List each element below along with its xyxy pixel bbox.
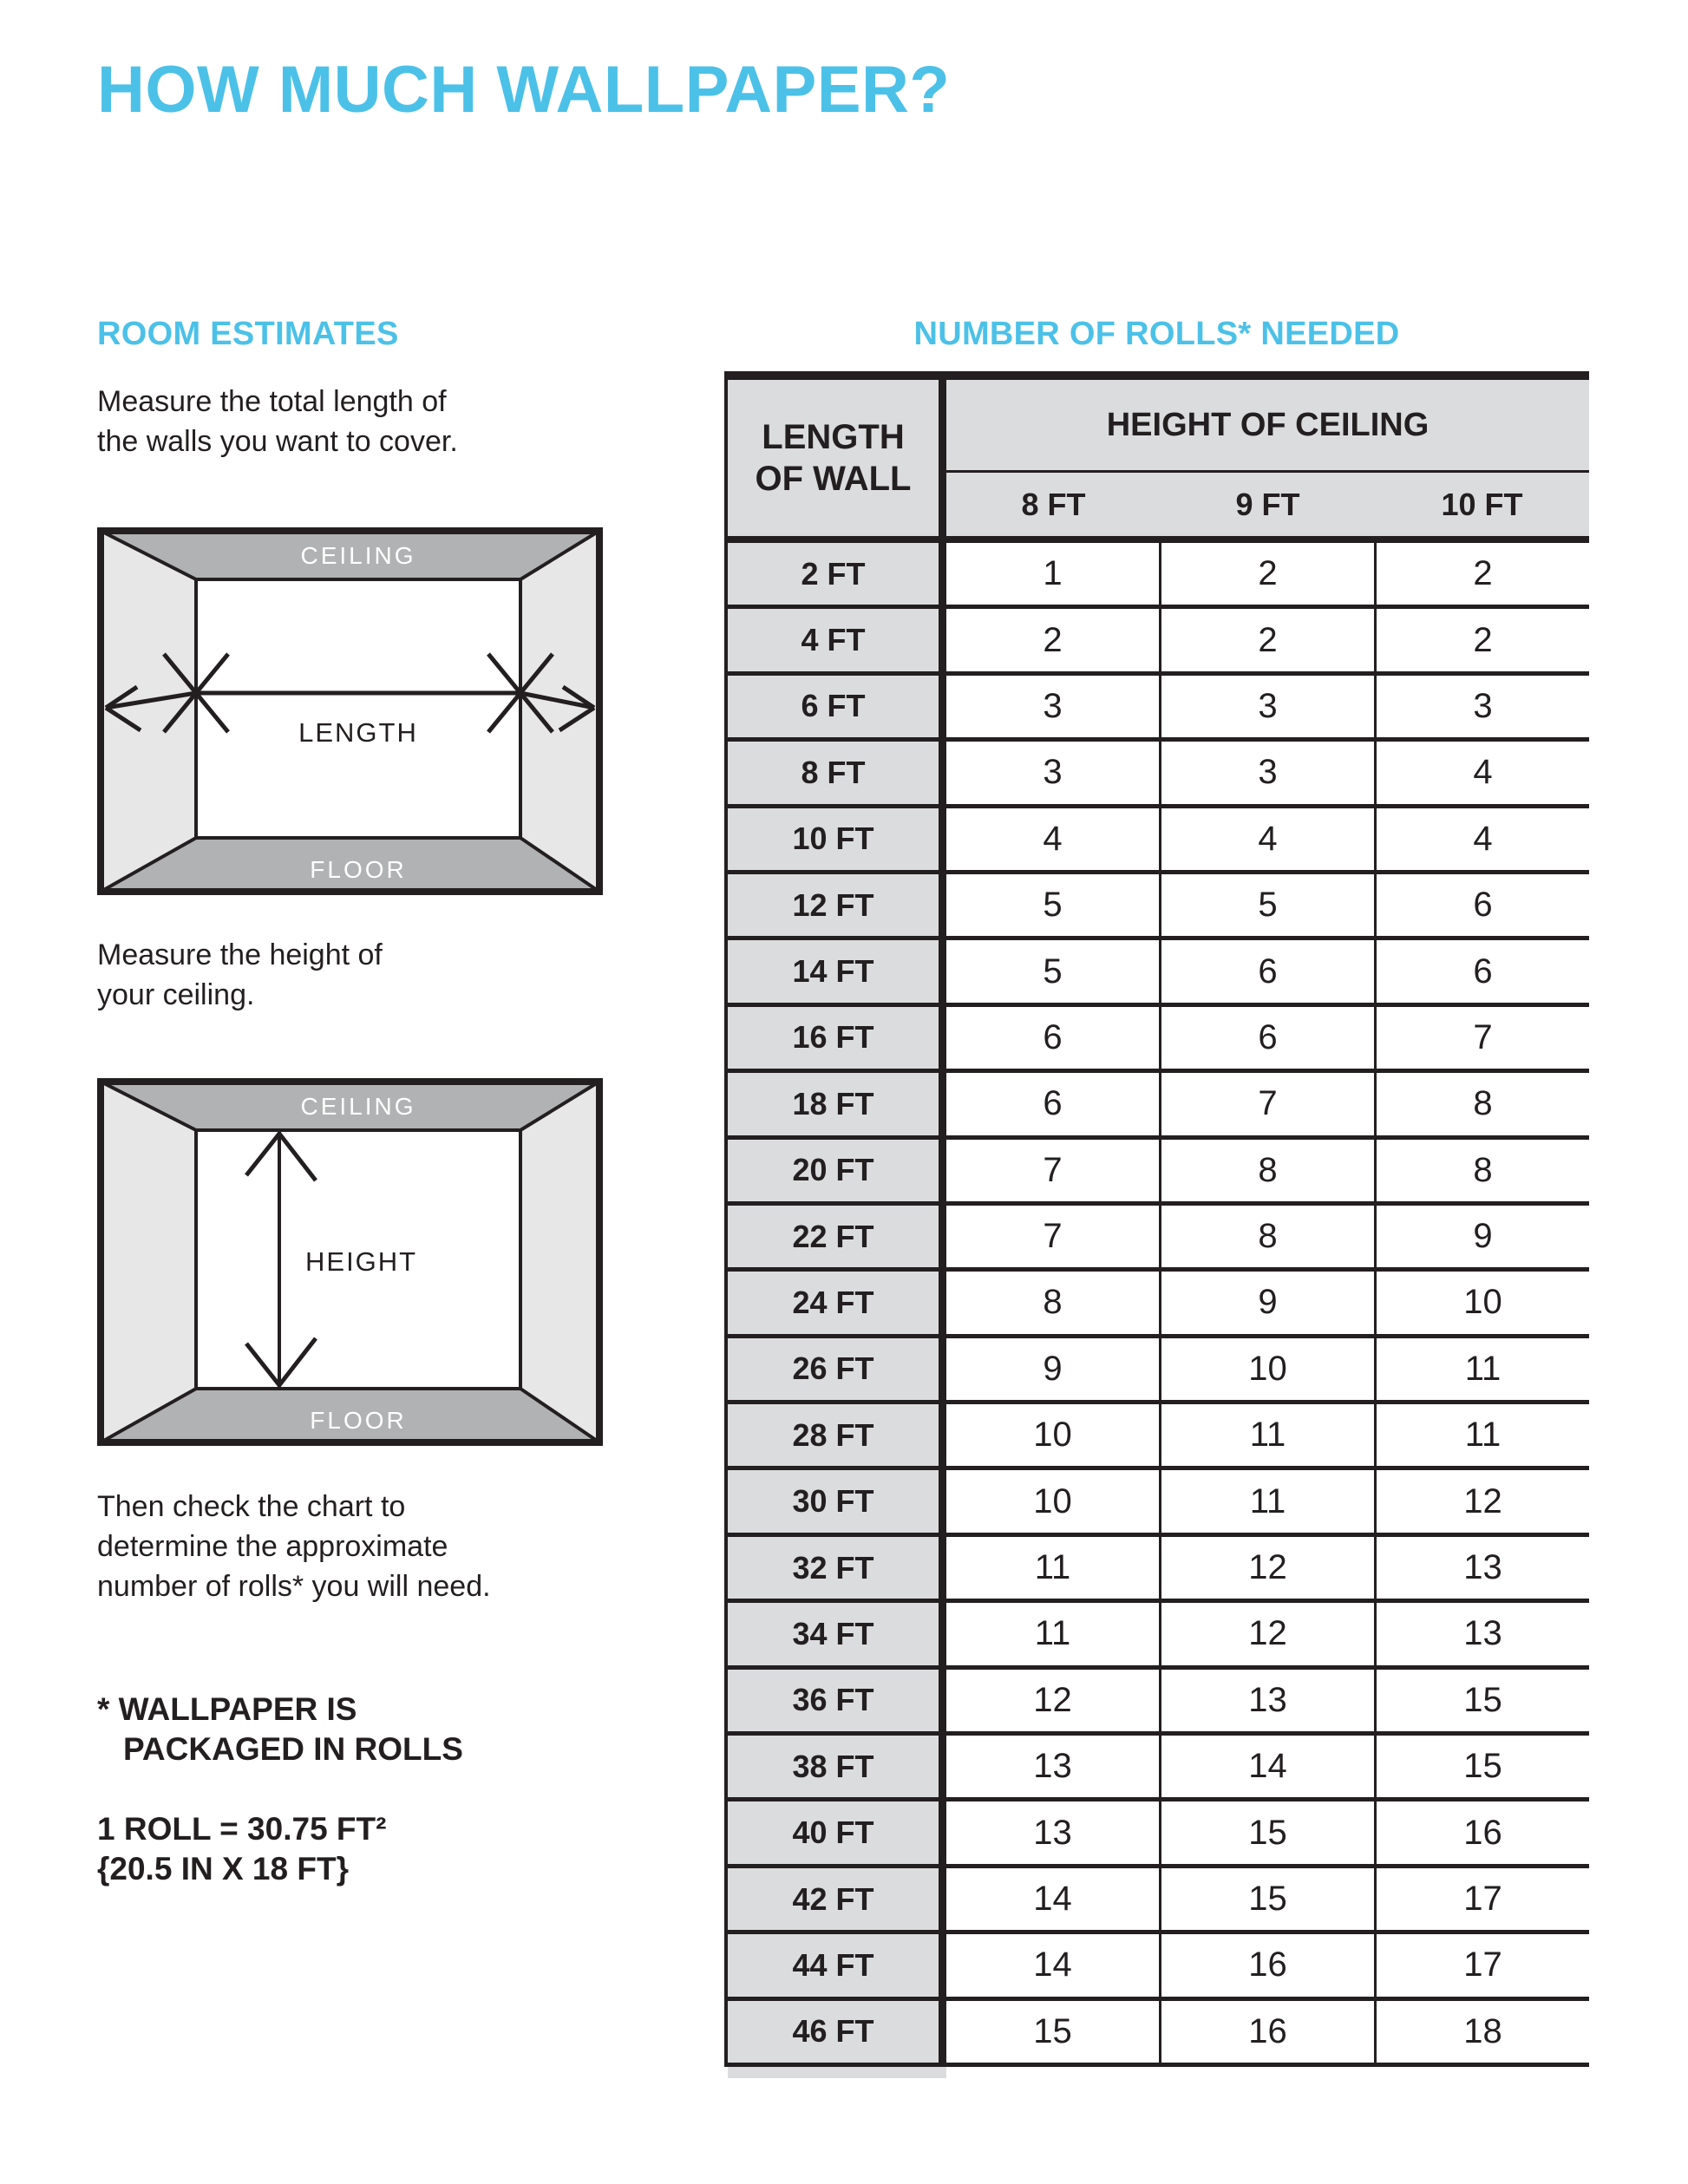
cell-9ft: 16 — [1161, 1934, 1377, 1996]
col-header-8ft: 8 FT — [1021, 486, 1086, 522]
cell-9ft: 7 — [1161, 1073, 1377, 1135]
cell-10ft: 2 — [1377, 609, 1589, 670]
table-row — [728, 874, 1589, 940]
cell-9ft: 16 — [1161, 2001, 1377, 2063]
cell-8ft: 11 — [946, 1603, 1161, 1664]
instruction-line: the walls you want to cover. — [97, 425, 458, 458]
table-row — [728, 1404, 1589, 1470]
cell-9ft: 12 — [1161, 1603, 1377, 1664]
cell-10ft: 6 — [1377, 940, 1589, 1002]
row-label: 18 FT — [728, 1073, 946, 1135]
table-row — [728, 1206, 1589, 1272]
instruction-line: Then check the chart to — [97, 1490, 406, 1523]
instruction-measure-length — [97, 382, 458, 461]
cell-8ft: 4 — [946, 808, 1161, 870]
cell-10ft: 17 — [1377, 1934, 1589, 1996]
cell-10ft: 13 — [1377, 1603, 1589, 1664]
cell-8ft: 1 — [946, 543, 1161, 605]
table-row — [728, 2001, 1589, 2067]
cell-8ft: 5 — [946, 874, 1161, 936]
row-header-line: LENGTH — [762, 418, 905, 456]
row-header-title — [728, 380, 946, 536]
table-row — [728, 940, 1589, 1006]
cell-8ft: 11 — [946, 1537, 1161, 1599]
row-label: 8 FT — [728, 742, 946, 803]
cell-8ft: 10 — [946, 1404, 1161, 1466]
table-row — [728, 1670, 1589, 1736]
cell-9ft: 6 — [1161, 940, 1377, 1002]
table-row — [728, 1868, 1589, 1934]
cell-9ft: 9 — [1161, 1272, 1377, 1333]
col-header-9ft: 9 FT — [1235, 486, 1300, 522]
row-label: 24 FT — [728, 1272, 946, 1333]
row-label: 2 FT — [728, 543, 946, 605]
cell-10ft: 10 — [1377, 1272, 1589, 1333]
cell-8ft: 12 — [946, 1670, 1161, 1731]
row-label: 14 FT — [728, 940, 946, 1002]
cell-10ft: 16 — [1377, 1801, 1589, 1863]
cell-8ft: 10 — [946, 1470, 1161, 1532]
room-walls — [97, 527, 603, 895]
cell-8ft: 9 — [946, 1338, 1161, 1400]
instruction-line: determine the approximate — [97, 1530, 448, 1563]
table-row — [728, 1603, 1589, 1669]
cell-8ft: 14 — [946, 1868, 1161, 1930]
floor-label: FLOOR — [310, 1407, 407, 1434]
table-row — [728, 543, 1589, 609]
footnote-line: * WALLPAPER IS — [97, 1691, 357, 1727]
instruction-line: number of rolls* you will need. — [97, 1570, 491, 1603]
cell-10ft: 8 — [1377, 1140, 1589, 1201]
cell-10ft: 13 — [1377, 1537, 1589, 1599]
cell-8ft: 3 — [946, 676, 1161, 737]
cell-9ft: 6 — [1161, 1007, 1377, 1069]
row-label: 12 FT — [728, 874, 946, 936]
rolls-needed-table — [724, 371, 1589, 2078]
cell-10ft: 4 — [1377, 742, 1589, 803]
row-label: 28 FT — [728, 1404, 946, 1466]
cell-10ft: 18 — [1377, 2001, 1589, 2063]
table-bottom-tab — [728, 2067, 946, 2078]
cell-10ft: 15 — [1377, 1736, 1589, 1797]
row-label: 46 FT — [728, 2001, 946, 2063]
cell-8ft: 15 — [946, 2001, 1161, 2063]
column-header-area — [946, 380, 1589, 536]
table-row — [728, 1140, 1589, 1206]
cell-9ft: 2 — [1161, 609, 1377, 670]
table-row — [728, 1338, 1589, 1404]
cell-8ft: 2 — [946, 609, 1161, 670]
cell-9ft: 3 — [1161, 676, 1377, 737]
roll-info-line: {20.5 IN X 18 FT} — [97, 1851, 349, 1886]
room-length-diagram — [97, 527, 603, 895]
table-row — [728, 808, 1589, 874]
table-row — [728, 676, 1589, 742]
row-label: 16 FT — [728, 1007, 946, 1069]
cell-10ft: 12 — [1377, 1470, 1589, 1532]
instruction-line: your ceiling. — [97, 978, 255, 1011]
cell-10ft: 4 — [1377, 808, 1589, 870]
cell-9ft: 12 — [1161, 1537, 1377, 1599]
cell-9ft: 11 — [1161, 1470, 1377, 1532]
cell-10ft: 8 — [1377, 1073, 1589, 1135]
table-row — [728, 1007, 1589, 1073]
cell-8ft: 7 — [946, 1140, 1161, 1201]
table-row — [728, 1537, 1589, 1603]
cell-9ft: 11 — [1161, 1404, 1377, 1466]
cell-8ft: 6 — [946, 1073, 1161, 1135]
cell-8ft: 6 — [946, 1007, 1161, 1069]
cell-10ft: 11 — [1377, 1404, 1589, 1466]
ceiling-label: CEILING — [300, 542, 416, 569]
table-row — [728, 1801, 1589, 1867]
cell-8ft: 3 — [946, 742, 1161, 803]
cell-9ft: 15 — [1161, 1801, 1377, 1863]
floor-label: FLOOR — [310, 856, 407, 883]
table-top-bar — [724, 371, 1589, 380]
cell-8ft: 8 — [946, 1272, 1161, 1333]
row-label: 26 FT — [728, 1338, 946, 1400]
table-row — [728, 1272, 1589, 1337]
instruction-line: Measure the total length of — [97, 385, 447, 418]
cell-10ft: 6 — [1377, 874, 1589, 936]
table-header — [728, 380, 1589, 543]
row-label: 34 FT — [728, 1603, 946, 1664]
row-label: 6 FT — [728, 676, 946, 737]
cell-10ft: 9 — [1377, 1206, 1589, 1267]
row-label: 44 FT — [728, 1934, 946, 1996]
cell-9ft: 8 — [1161, 1206, 1377, 1267]
table-row — [728, 1470, 1589, 1536]
row-label: 36 FT — [728, 1670, 946, 1731]
cell-9ft: 3 — [1161, 742, 1377, 803]
cell-10ft: 3 — [1377, 676, 1589, 737]
cell-8ft: 13 — [946, 1736, 1161, 1797]
cell-9ft: 13 — [1161, 1670, 1377, 1731]
room-height-diagram — [97, 1078, 603, 1446]
row-label: 30 FT — [728, 1470, 946, 1532]
cell-10ft: 7 — [1377, 1007, 1589, 1069]
row-label: 22 FT — [728, 1206, 946, 1267]
page-title: HOW MUCH WALLPAPER? — [97, 53, 951, 127]
height-label: HEIGHT — [305, 1246, 418, 1277]
row-label: 4 FT — [728, 609, 946, 670]
cell-8ft: 14 — [946, 1934, 1161, 1996]
row-label: 10 FT — [728, 808, 946, 870]
row-header-line: OF WALL — [755, 460, 912, 498]
table-row — [728, 1073, 1589, 1139]
ceiling-label: CEILING — [300, 1093, 416, 1120]
cell-10ft: 15 — [1377, 1670, 1589, 1731]
cell-9ft: 8 — [1161, 1140, 1377, 1201]
cell-9ft: 5 — [1161, 874, 1377, 936]
cell-10ft: 11 — [1377, 1338, 1589, 1400]
table-row — [728, 1736, 1589, 1801]
table-frame — [724, 380, 1589, 2067]
cell-9ft: 15 — [1161, 1868, 1377, 1930]
cell-9ft: 14 — [1161, 1736, 1377, 1797]
instruction-measure-height — [97, 935, 383, 1015]
cell-8ft: 5 — [946, 940, 1161, 1002]
cell-10ft: 2 — [1377, 543, 1589, 605]
instruction-check-chart — [97, 1487, 491, 1606]
col-header-10ft: 10 FT — [1441, 486, 1523, 522]
rolls-needed-heading: NUMBER OF ROLLS* NEEDED — [913, 316, 1400, 352]
length-label: LENGTH — [298, 717, 418, 748]
ceiling-height-subheaders — [946, 473, 1589, 536]
cell-9ft: 10 — [1161, 1338, 1377, 1400]
cell-10ft: 17 — [1377, 1868, 1589, 1930]
cell-9ft: 4 — [1161, 808, 1377, 870]
row-label: 32 FT — [728, 1537, 946, 1599]
table-row — [728, 609, 1589, 675]
roll-size-info — [97, 1809, 386, 1889]
height-of-ceiling-header: HEIGHT OF CEILING — [946, 380, 1589, 473]
instruction-line: Measure the height of — [97, 938, 383, 971]
row-label: 40 FT — [728, 1801, 946, 1863]
cell-9ft: 2 — [1161, 543, 1377, 605]
footnote-line: PACKAGED IN ROLLS — [123, 1731, 463, 1767]
table-body — [728, 543, 1589, 2067]
cell-8ft: 7 — [946, 1206, 1161, 1267]
table-row — [728, 1934, 1589, 2000]
roll-info-line: 1 ROLL = 30.75 FT² — [97, 1811, 387, 1847]
table-row — [728, 742, 1589, 808]
row-label: 38 FT — [728, 1736, 946, 1797]
cell-8ft: 13 — [946, 1801, 1161, 1863]
row-label: 20 FT — [728, 1140, 946, 1201]
room-estimates-heading: ROOM ESTIMATES — [97, 316, 399, 352]
row-label: 42 FT — [728, 1868, 946, 1930]
wallpaper-rolls-footnote — [97, 1690, 463, 1769]
